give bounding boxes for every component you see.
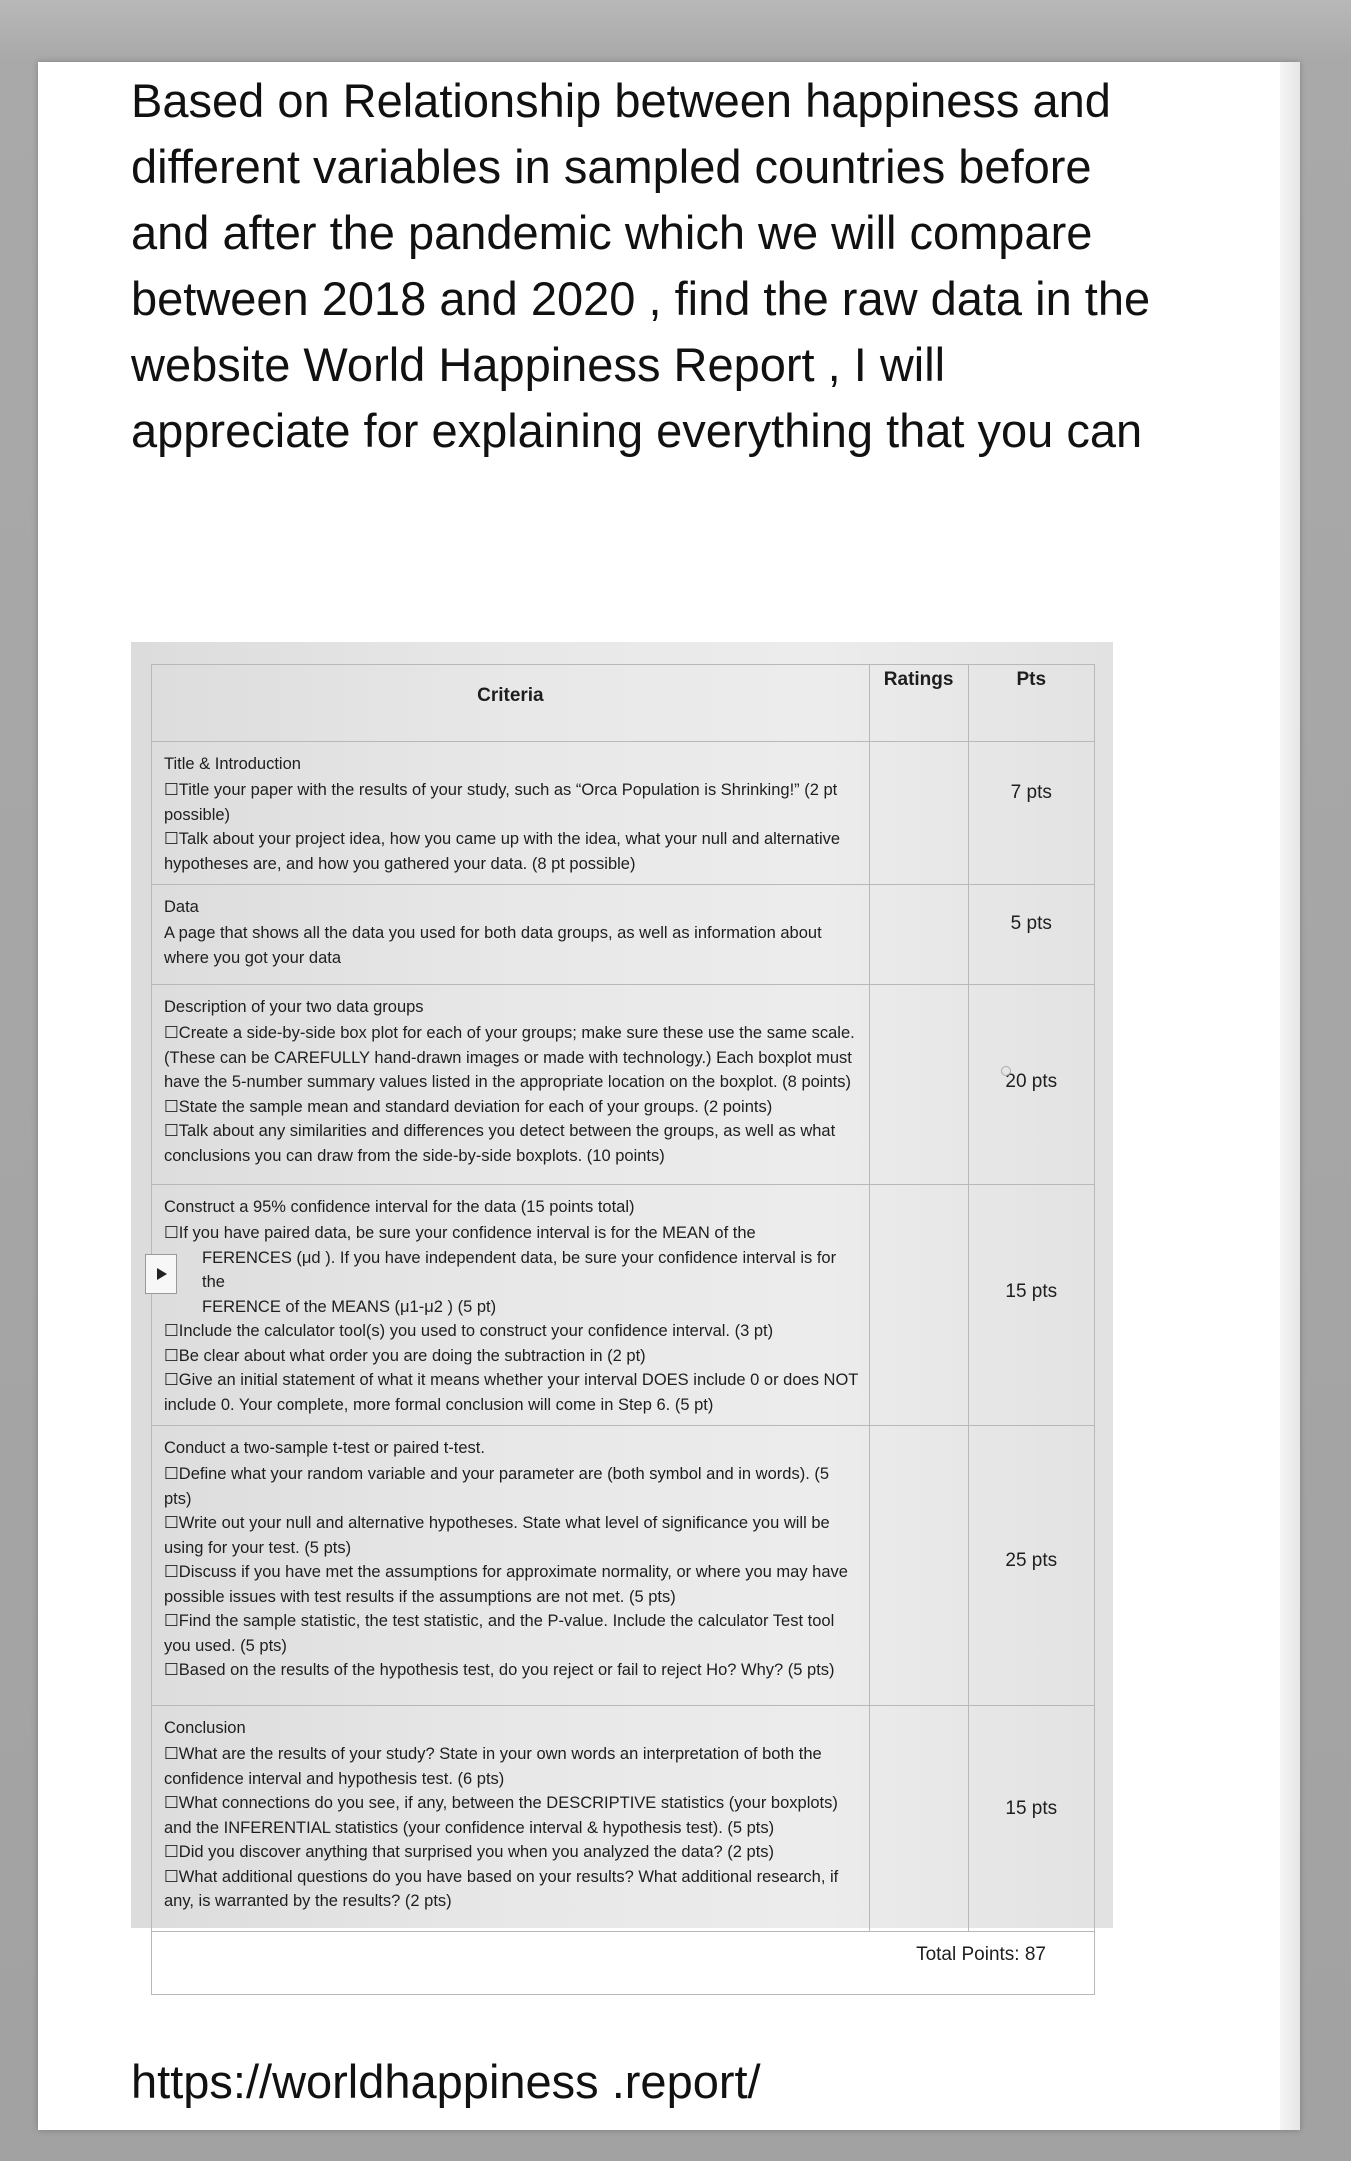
criteria-item: FERENCES (μd ). If you have independent data, be sure your confidence interval is for the xyxy=(202,1248,837,1291)
pts-value: 15 pts xyxy=(1005,1798,1058,1819)
criteria-cell xyxy=(152,742,870,885)
ratings-header: Ratings xyxy=(869,665,968,742)
source-url[interactable]: https://worldhappiness .report/ xyxy=(131,2055,761,2108)
criteria-header: Criteria xyxy=(152,665,870,742)
rubric-row xyxy=(152,985,1095,1185)
ratings-cell xyxy=(869,885,968,985)
criteria-item: ☐Did you discover anything that surprised you when you analyzed the data? (2 pts) xyxy=(164,1843,775,1861)
play-icon[interactable] xyxy=(145,1254,177,1294)
criteria-item: A page that shows all the data you used for both data groups, as well as information about where you got your data xyxy=(164,924,822,967)
total-row xyxy=(152,1932,1095,1995)
criteria-item: ☐State the sample mean and standard deviation for each of your groups. (2 points) xyxy=(164,1097,773,1116)
pts-value: 25 pts xyxy=(1005,1550,1058,1571)
ratings-cell xyxy=(869,1426,968,1706)
criteria-item: ☐What additional questions do you have based on your results? What additional research, if any, is warranted by the results? (2 pts) xyxy=(164,1867,839,1910)
criteria-item: ☐Give an initial statement of what it means whether your interval DOES include 0 or does NOT include 0. Your complete, more formal conclusion will come in Step 6. (5 pt) xyxy=(164,1371,859,1414)
criteria-item: ☐If you have paired data, be sure your confidence interval is for the MEAN of the xyxy=(164,1224,756,1242)
pts-cell xyxy=(968,885,1094,985)
rubric-row xyxy=(152,1426,1095,1706)
pts-value: 20 pts xyxy=(1005,1071,1058,1092)
rubric-row xyxy=(152,742,1095,885)
criteria-cell xyxy=(152,885,870,985)
rubric-photo xyxy=(131,642,1113,1965)
ratings-cell xyxy=(869,985,968,1185)
criteria-item: ☐Talk about any similarities and differences you detect between the groups, as well as what conclusions you can draw from the side-by-side boxplots. (10 points) xyxy=(164,1122,836,1165)
criteria-title: Conclusion xyxy=(164,1719,246,1737)
pts-cell xyxy=(968,1185,1094,1426)
criteria-cell xyxy=(152,1426,870,1706)
criteria-item: ☐Discuss if you have met the assumptions for approximate normality, or where you may have possible issues with test results if the assumptions are not met. (5 pts) xyxy=(164,1563,848,1606)
rubric-row xyxy=(152,885,1095,985)
ratings-cell xyxy=(869,742,968,885)
rubric-row xyxy=(152,1185,1095,1426)
rubric-header-row xyxy=(152,665,1095,742)
criteria-item: ☐Find the sample statistic, the test statistic, and the P-value. Include the calculator Test tool you used. (5 pts) xyxy=(164,1612,835,1655)
rubric-row xyxy=(152,1706,1095,1932)
total-points: Total Points: 87 xyxy=(152,1932,1095,1995)
pts-cell xyxy=(968,1426,1094,1706)
ratings-cell xyxy=(869,1185,968,1426)
radio-circle-icon xyxy=(1001,1066,1011,1076)
criteria-item: FERENCE of the MEANS (μ1-μ2 ) (5 pt) xyxy=(202,1297,497,1316)
pts-value: 7 pts xyxy=(1010,782,1052,803)
pts-value: 5 pts xyxy=(1010,913,1052,934)
pts-header: Pts xyxy=(968,665,1094,742)
ratings-cell xyxy=(869,1706,968,1932)
criteria-item: ☐Title your paper with the results of your study, such as “Orca Population is Shrinking!” (2 pt possible) xyxy=(164,781,838,824)
criteria-cell xyxy=(152,1185,870,1426)
criteria-item: ☐Talk about your project idea, how you came up with the idea, what your null and alternative hypotheses are, and how you gathered your data. (8 pt possible) xyxy=(164,830,841,873)
criteria-item: ☐What connections do you see, if any, between the DESCRIPTIVE statistics (your boxplots) and the INFERENTIAL statistics (your confidence interval & hypothesis test). (5 pts) xyxy=(164,1794,838,1837)
criteria-item: ☐What are the results of your study? State in your own words an interpretation of both the confidence interval and hypothesis test. (6 pts) xyxy=(164,1745,822,1788)
rubric-table xyxy=(151,664,1095,1995)
criteria-title: Data xyxy=(164,898,199,916)
criteria-cell xyxy=(152,985,870,1185)
pts-cell xyxy=(968,985,1094,1185)
criteria-item: ☐Define what your random variable and your parameter are (both symbol and in words). (5 pts) xyxy=(164,1465,830,1508)
criteria-title: Conduct a two-sample t-test or paired t-test. xyxy=(164,1439,485,1457)
criteria-item: ☐Based on the results of the hypothesis test, do you reject or fail to reject Ho? Why? (5 pts) xyxy=(164,1661,835,1679)
criteria-item: ☐Create a side-by-side box plot for each of your groups; make sure these use the same scale. (These can be CAREFULLY hand-drawn images or made with technology.) Each boxplot must have the 5-number summary values listed in the appropriate location on the boxplot. (8 points) xyxy=(164,1024,855,1091)
criteria-title: Description of your two data groups xyxy=(164,998,424,1016)
criteria-item: ☐Write out your null and alternative hypotheses. State what level of significance you will be using for your test. (5 pts) xyxy=(164,1514,830,1557)
question-text: Based on Relationship between happiness and different variables in sampled countries before and after the pandemic which we will compare between 2018 and 2020 , find the raw data in the website World Happiness Report , I will appreciate for explaining everything that you can xyxy=(131,74,1151,457)
criteria-item: ☐Include the calculator tool(s) you used to construct your confidence interval. (3 pt) xyxy=(164,1322,774,1340)
criteria-cell xyxy=(152,1706,870,1932)
post-card xyxy=(38,62,1300,2130)
pts-cell xyxy=(968,742,1094,885)
criteria-title: Title & Introduction xyxy=(164,755,301,773)
pts-cell xyxy=(968,1706,1094,1932)
criteria-item: ☐Be clear about what order you are doing the subtraction in (2 pt) xyxy=(164,1346,646,1365)
criteria-title: Construct a 95% confidence interval for the data (15 points total) xyxy=(164,1198,635,1216)
pts-value: 15 pts xyxy=(1005,1281,1058,1302)
